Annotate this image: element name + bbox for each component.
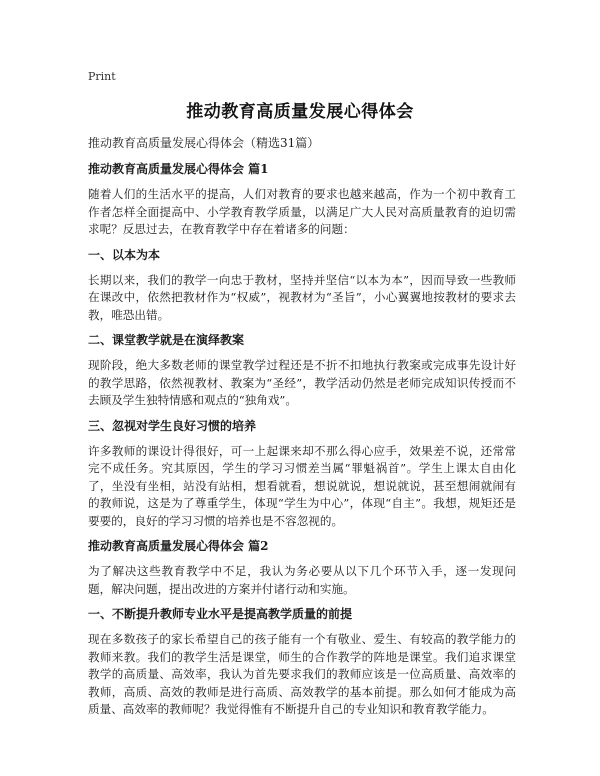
paragraph: 许多教师的课设计得很好，可一上起课来却不那么得心应手，效果差不说，还常常完不成任务。究其原因，学生的学习习惯差当属“罪魁祸首”。学生上课太自由化了，坐没有坐相，站没有站相，想看就看，想说就说，想说就说，甚至想闹就闹有的教师说，这是为了尊重学生，体现“学生为中心”，体现“自主”。我想，规矩还是要要的，良好的学习习惯的培养也是不容忽视的。 xyxy=(88,443,516,528)
section-heading: 二、课堂教学就是在演绎教案 xyxy=(88,333,245,347)
section-heading: 一、不断提升教师专业水平是提高教学质量的前提 xyxy=(88,607,353,621)
section-heading: 一、以本为本 xyxy=(88,247,161,262)
print-link[interactable]: Print xyxy=(88,70,116,83)
paragraph: 随着人们的生活水平的提高，人们对教育的要求也越来越高，作为一个初中教育工作者怎样全面提高中、小学教育教学质量，以满足广大人民对高质量教育的迫切需求呢？反思过去，在教育教学中存在着诸多的问题： xyxy=(88,187,516,236)
paragraph: 现阶段，绝大多数老师的课堂教学过程还是不折不扣地执行教案或完成事先设计好的教学思路，依然视教材、教案为“圣经”，教学活动仍然是老师完成知识传授而不去顾及学生独特情感和观点的“独角戏”。 xyxy=(88,358,516,407)
section-heading: 推动教育高质量发展心得体会 篇1 xyxy=(88,162,269,176)
paragraph: 长期以来，我们的教学一向忠于教材，坚持并坚信“以本为本”，因而导致一些教师在课改中，依然把教材作为“权威”，视教材为“圣旨”，小心翼翼地按教材的要求去教，唯恐出错。 xyxy=(88,272,516,322)
section-heading: 推动教育高质量发展心得体会 篇2 xyxy=(88,539,269,553)
document-title: 推动教育高质量发展心得体会 xyxy=(186,102,414,122)
paragraph: 现在多数孩子的家长希望自己的孩子能有一个有敬业、爱生、有较高的教学能力的教师来教。我们的教学生活是课堂，师生的合作教学的阵地是课堂。我们追求课堂教学的高质量、高效率，我认为首先要求我们的教师应该是一位高质量、高效率的教师，高质、高效的教师是进行高质、高效教学的基本前提。那么如何才能成为高质量、高效率的教师呢？我觉得惟有不断提升自己的专业知识和教育教学能力。 xyxy=(88,632,516,716)
paragraph: 为了解决这些教育教学中不足，我认为务必要从以下几个环节入手，逐一发现问题，解决问题，提出改进的方案并付诸行动和实施。 xyxy=(88,564,516,596)
section-heading: 三、忽视对学生良好习惯的培养 xyxy=(88,418,257,433)
document-body xyxy=(88,135,516,727)
document-subtitle: 推动教育高质量发展心得体会（精选31篇） xyxy=(88,136,320,150)
